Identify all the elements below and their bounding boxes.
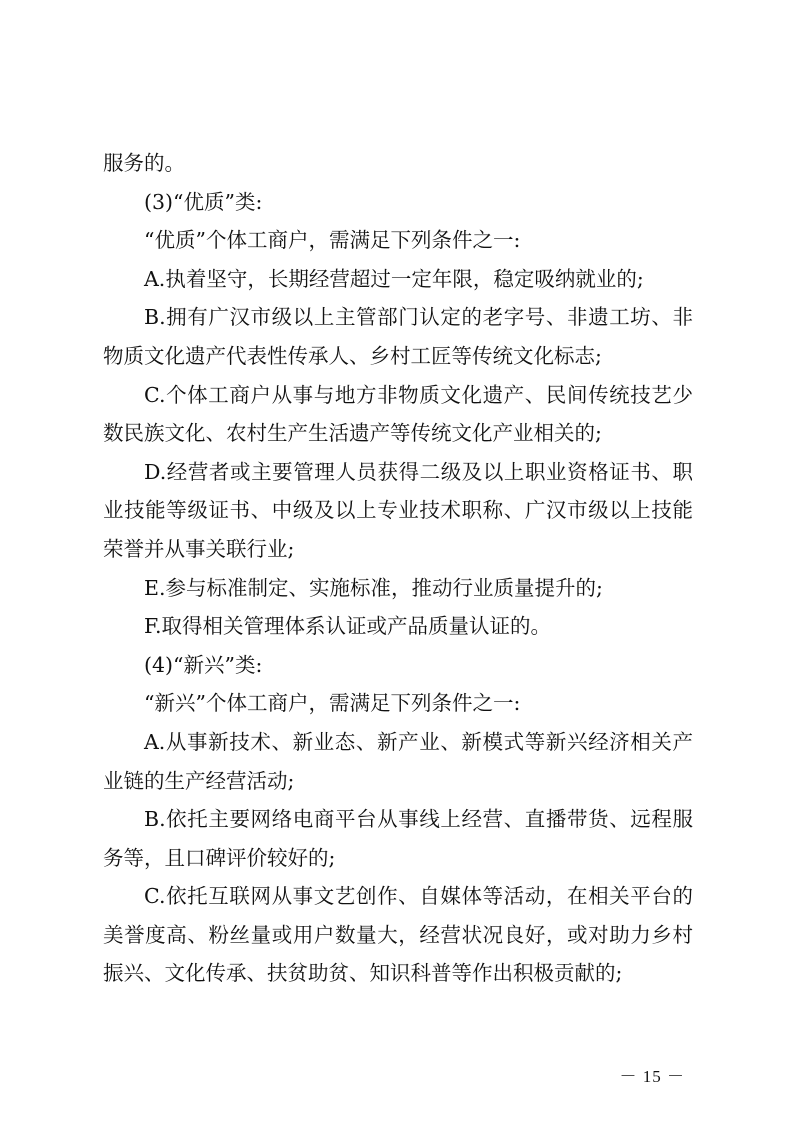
page-number: － 15 － xyxy=(619,1067,685,1086)
section-heading: (4)“新兴”类: xyxy=(144,652,263,677)
list-item: B.依托主要网络电商平台从事线上经营、直播带货、远程服务等，且口碑评价较好的; xyxy=(103,807,693,870)
section-heading: (3)“优质”类: xyxy=(144,189,263,214)
list-item: A.执着坚守，长期经营超过一定年限，稳定吸纳就业的; xyxy=(144,266,644,291)
list-item: F.取得相关管理体系认证或产品质量认证的。 xyxy=(144,614,552,639)
paragraph: 服务的。 xyxy=(103,151,185,175)
list-item: D.经营者或主要管理人员获得二级及以上职业资格证书、职业技能等级证书、中级及以上专业技术职称、广汉市级以上技能荣誉并从事关联行业; xyxy=(103,459,693,561)
paragraph: “新兴”个体工商户，需满足下列条件之一: xyxy=(144,691,521,716)
list-item: A.从事新技术、新业态、新产业、新模式等新兴经济相关产业链的生产经营活动; xyxy=(103,729,693,793)
list-item: B.拥有广汉市级以上主管部门认定的老字号、非遗工坊、非物质文化遗产代表性传承人、乡村工匠等传统文化标志; xyxy=(103,305,693,368)
document-body xyxy=(103,144,693,993)
list-item: C.个体工商户从事与地方非物质文化遗产、民间传统技艺少数民族文化、农村生产生活遗产等传统文化产业相关的; xyxy=(103,382,693,446)
paragraph: “优质”个体工商户，需满足下列条件之一: xyxy=(144,228,521,253)
list-item: E.参与标准制定、实施标准，推动行业质量提升的; xyxy=(144,575,603,600)
list-item: C.依托互联网从事文艺创作、自媒体等活动，在相关平台的美誉度高、粉丝量或用户数量大，经营状况良好，或对助力乡村振兴、文化传承、扶贫助贫、知识科普等作出积极贡献的; xyxy=(103,884,693,986)
